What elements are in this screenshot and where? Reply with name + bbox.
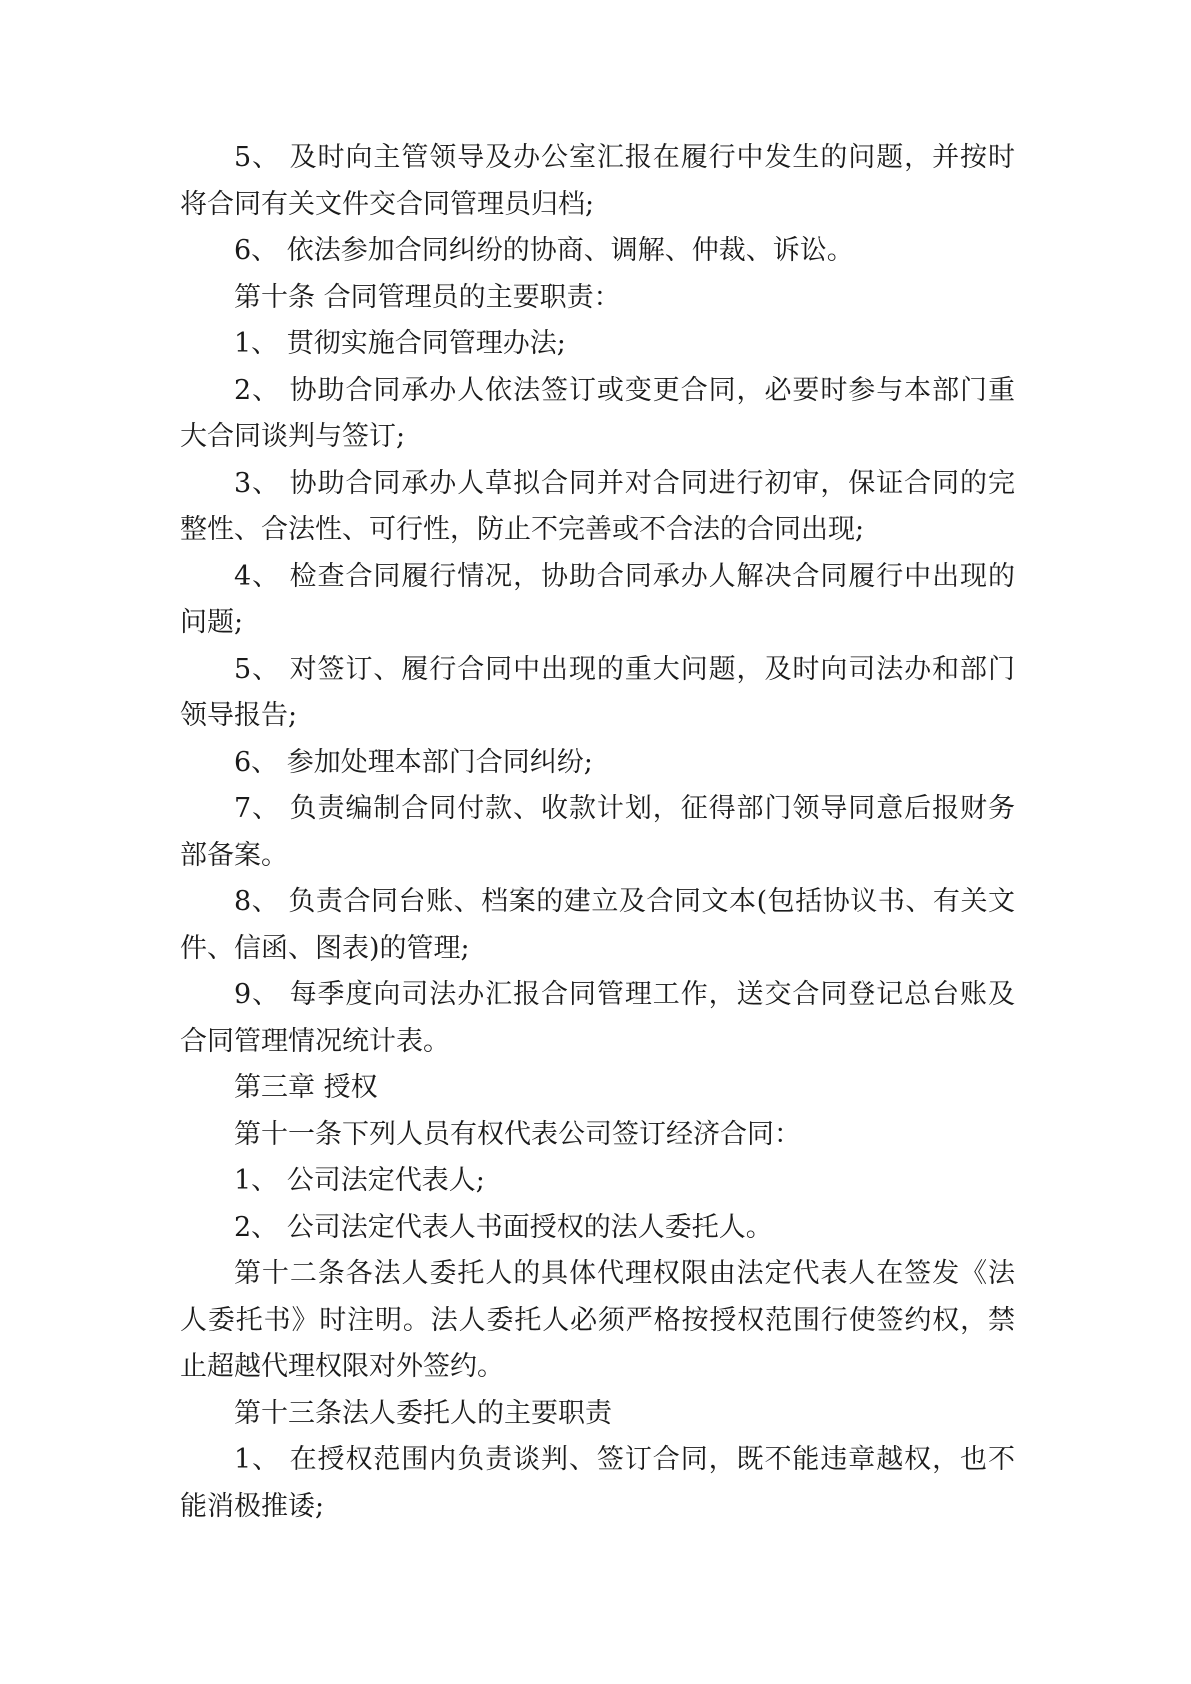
- paragraph: 6、 依法参加合同纠纷的协商、调解、仲裁、诉讼。: [234, 235, 854, 266]
- document-body: [180, 135, 1015, 1530]
- paragraph: 3、 协助合同承办人草拟合同并对合同进行初审，保证合同的完整性、合法性、可行性，防止不完善或不合法的合同出现;: [180, 467, 1015, 545]
- paragraph: 2、 协助合同承办人依法签订或变更合同，必要时参与本部门重大合同谈判与签订;: [180, 374, 1015, 452]
- section-heading: 第十条 合同管理员的主要职责：: [234, 281, 621, 313]
- paragraph: 7、 负责编制合同付款、收款计划，征得部门领导同意后报财务部备案。: [180, 793, 1015, 871]
- paragraph: 1、 在授权范围内负责谈判、签订合同，既不能违章越权，也不能消极推诿;: [180, 1444, 1015, 1522]
- paragraph: 9、 每季度向司法办汇报合同管理工作，送交合同登记总台账及合同管理情况统计表。: [180, 979, 1015, 1057]
- chapter-heading: 第三章 授权: [234, 1072, 378, 1103]
- paragraph: 2、 公司法定代表人书面授权的法人委托人。: [234, 1211, 773, 1243]
- section-heading: 第十三条法人委托人的主要职责: [234, 1397, 612, 1429]
- paragraph: 5、 对签订、履行合同中出现的重大问题，及时向司法办和部门领导报告;: [180, 653, 1015, 731]
- paragraph: 8、 负责合同台账、档案的建立及合同文本(包括协议书、有关文件、信函、图表)的管理;: [180, 886, 1015, 964]
- paragraph: 5、 及时向主管领导及办公室汇报在履行中发生的问题，并按时将合同有关文件交合同管理员归档;: [180, 142, 1015, 220]
- paragraph: 6、 参加处理本部门合同纠纷;: [234, 746, 593, 778]
- paragraph: 第十二条各法人委托人的具体代理权限由法定代表人在签发《法人委托书》时注明。法人委托人必须严格按授权范围行使签约权，禁止超越代理权限对外签约。: [180, 1258, 1015, 1382]
- paragraph: 1、 贯彻实施合同管理办法;: [234, 328, 566, 359]
- paragraph: 1、 公司法定代表人;: [234, 1165, 485, 1196]
- paragraph: 4、 检查合同履行情况，协助合同承办人解决合同履行中出现的问题;: [180, 560, 1015, 638]
- section-heading: 第十一条下列人员有权代表公司签订经济合同：: [234, 1118, 801, 1150]
